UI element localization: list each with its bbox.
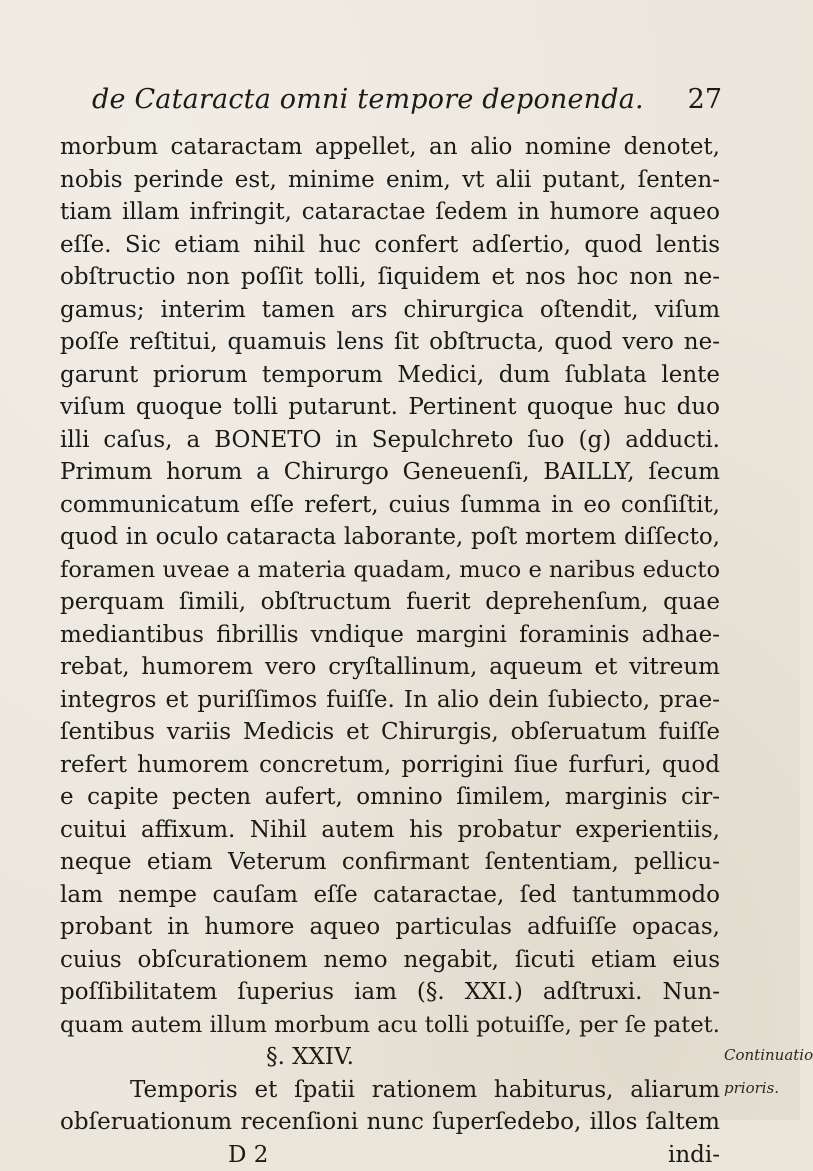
text-line: poſſe reſtitui, quamuis lens ſit obſtructa, quod vero ne-: [60, 326, 720, 359]
text-line: cuius obſcurationem nemo negabit, ſicuti etiam eius: [60, 944, 720, 977]
text-line: e capite pecten aufert, omnino ſimilem, marginis cir-: [60, 781, 720, 814]
text-line: neque etiam Veterum confirmant ſententiam, pellicu-: [60, 846, 720, 879]
text-line: lam nempe cauſam eſſe cataractae, ſed tantummodo: [60, 879, 720, 912]
catch-word: indi-: [668, 1139, 720, 1171]
text-line: obſtructio non poſſit tolli, ſiquidem et nos hoc non ne-: [60, 261, 720, 294]
marginal-note: Continuatio: [724, 1046, 813, 1064]
text-line: perquam ſimili, obſtructum fuerit deprehenſum, quae: [60, 586, 720, 619]
section-heading: §. XXIV.: [60, 1041, 720, 1074]
running-title: de Cataracta omni tempore deponenda.: [92, 84, 644, 115]
text-line: nobis perinde est, minime enim, vt alii putant, ſenten-: [60, 164, 720, 197]
text-line: poſſibilitatem ſuperius iam (§. XXI.) adſtruxi. Nun-: [60, 976, 720, 1009]
text-line: eſſe. Sic etiam nihil huc confert adſertio, quod lentis: [60, 229, 720, 262]
text-line: rebat, humorem vero cryſtallinum, aqueum et vitreum: [60, 651, 720, 684]
text-line: morbum cataractam appellet, an alio nomine denotet,: [60, 131, 720, 164]
text-line: quam autem illum morbum acu tolli potuiſſe, per ſe patet.: [60, 1009, 720, 1042]
text-line: integros et puriſſimos fuiſſe. In alio dein ſubiecto, prae-: [60, 684, 720, 717]
text-line: probant in humore aqueo particulas adfuiſſe opacas,: [60, 911, 720, 944]
text-line: foramen uveae a materia quadam, muco e naribus educto: [60, 554, 720, 587]
signature-mark: D 2: [228, 1142, 268, 1168]
text-line: mediantibus fibrillis vndique margini foraminis adhae-: [60, 619, 720, 652]
body-text: [60, 131, 720, 1171]
text-line: garunt priorum temporum Medici, dum ſublata lente: [60, 359, 720, 392]
marginal-note: prioris.: [724, 1079, 779, 1097]
text-line: gamus; interim tamen ars chirurgica oſtendit, viſum: [60, 294, 720, 327]
text-line: communicatum eſſe refert, cuius ſumma in eo conſiſtit,: [60, 489, 720, 522]
text-line: Temporis et ſpatii rationem habiturus, aliarum: [60, 1074, 720, 1107]
text-line: quod in oculo cataracta laborante, poſt mortem diſſecto,: [60, 521, 720, 554]
text-line: viſum quoque tolli putarunt. Pertinent quoque huc duo: [60, 391, 720, 424]
page-number: 27: [688, 84, 722, 115]
text-line: obſeruationum recenſioni nunc ſuperſedebo, illos ſaltem: [60, 1106, 720, 1139]
text-line: illi caſus, a BONETO in Sepulchreto ſuo (g) adducti.: [60, 424, 720, 457]
text-line: refert humorem concretum, porrigini ſiue furfuri, quod: [60, 749, 720, 782]
text-line: cuitui affixum. Nihil autem his probatur experientiis,: [60, 814, 720, 847]
text-line: tiam illam infringit, cataractae ſedem in humore aqueo: [60, 196, 720, 229]
text-line: Primum horum a Chirurgo Geneuenſi, BAILLY, ſecum: [60, 456, 720, 489]
text-line: ſentibus variis Medicis et Chirurgis, obſeruatum fuiſſe: [60, 716, 720, 749]
running-header: [92, 84, 722, 124]
signature-line: [60, 1139, 720, 1171]
